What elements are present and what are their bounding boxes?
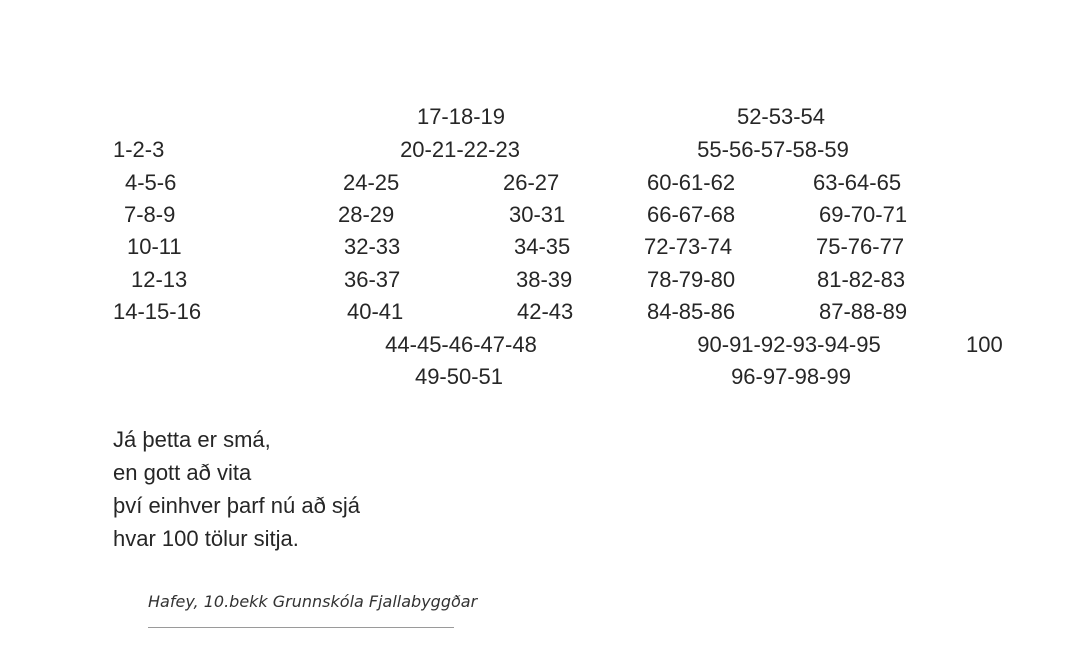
- number-group-90-95: 90-91-92-93-94-95: [697, 332, 881, 357]
- number-group-7-9: 7-8-9: [124, 202, 176, 227]
- number-group-14-16: 14-15-16: [113, 299, 202, 324]
- number-group-34-35: 34-35: [514, 234, 571, 259]
- number-group-10-11: 10-11: [127, 234, 182, 259]
- number-group-20-23: 20-21-22-23: [400, 137, 520, 162]
- number-group-96-99: 96-97-98-99: [731, 364, 851, 389]
- number-group-66-68: 66-67-68: [647, 202, 736, 227]
- number-group-26-27: 26-27: [503, 170, 560, 195]
- number-group-36-37: 36-37: [344, 267, 401, 292]
- number-group-17-19: 17-18-19: [416, 104, 506, 129]
- number-group-44-48: 44-45-46-47-48: [385, 332, 537, 357]
- verse-line-2: en gott að vita: [113, 460, 252, 485]
- credit-underline-divider: [148, 627, 454, 628]
- number-group-72-74: 72-73-74: [644, 234, 733, 259]
- author-credit: Hafey, 10.bekk Grunnskóla Fjallabyggðar: [148, 592, 478, 611]
- number-group-55-59: 55-56-57-58-59: [697, 137, 849, 162]
- number-group-1-3: 1-2-3: [113, 137, 165, 162]
- number-group-87-89: 87-88-89: [819, 299, 908, 324]
- number-group-38-39: 38-39: [516, 267, 573, 292]
- number-group-28-29: 28-29: [338, 202, 395, 227]
- verse-line-1: Já þetta er smá,: [113, 427, 271, 452]
- number-group-12-13: 12-13: [131, 267, 188, 292]
- number-group-40-41: 40-41: [347, 299, 404, 324]
- number-group-84-86: 84-85-86: [647, 299, 736, 324]
- verse-line-3: því einhver þarf nú að sjá: [113, 493, 361, 518]
- number-group-24-25: 24-25: [343, 170, 400, 195]
- number-group-52-54: 52-53-54: [736, 104, 826, 129]
- number-group-69-71: 69-70-71: [819, 202, 908, 227]
- number-group-78-80: 78-79-80: [647, 267, 736, 292]
- number-group-42-43: 42-43: [517, 299, 574, 324]
- number-group-4-6: 4-5-6: [125, 170, 177, 195]
- number-group-60-62: 60-61-62: [647, 170, 736, 195]
- number-group-63-65: 63-64-65: [813, 170, 902, 195]
- number-group-75-77: 75-76-77: [816, 234, 905, 259]
- number-group-32-33: 32-33: [344, 234, 401, 259]
- number-group-30-31: 30-31: [509, 202, 566, 227]
- number-group-49-51: 49-50-51: [414, 364, 504, 389]
- verse-line-4: hvar 100 tölur sitja.: [113, 526, 299, 551]
- number-group-81-83: 81-82-83: [817, 267, 906, 292]
- number-100: 100: [966, 332, 1003, 357]
